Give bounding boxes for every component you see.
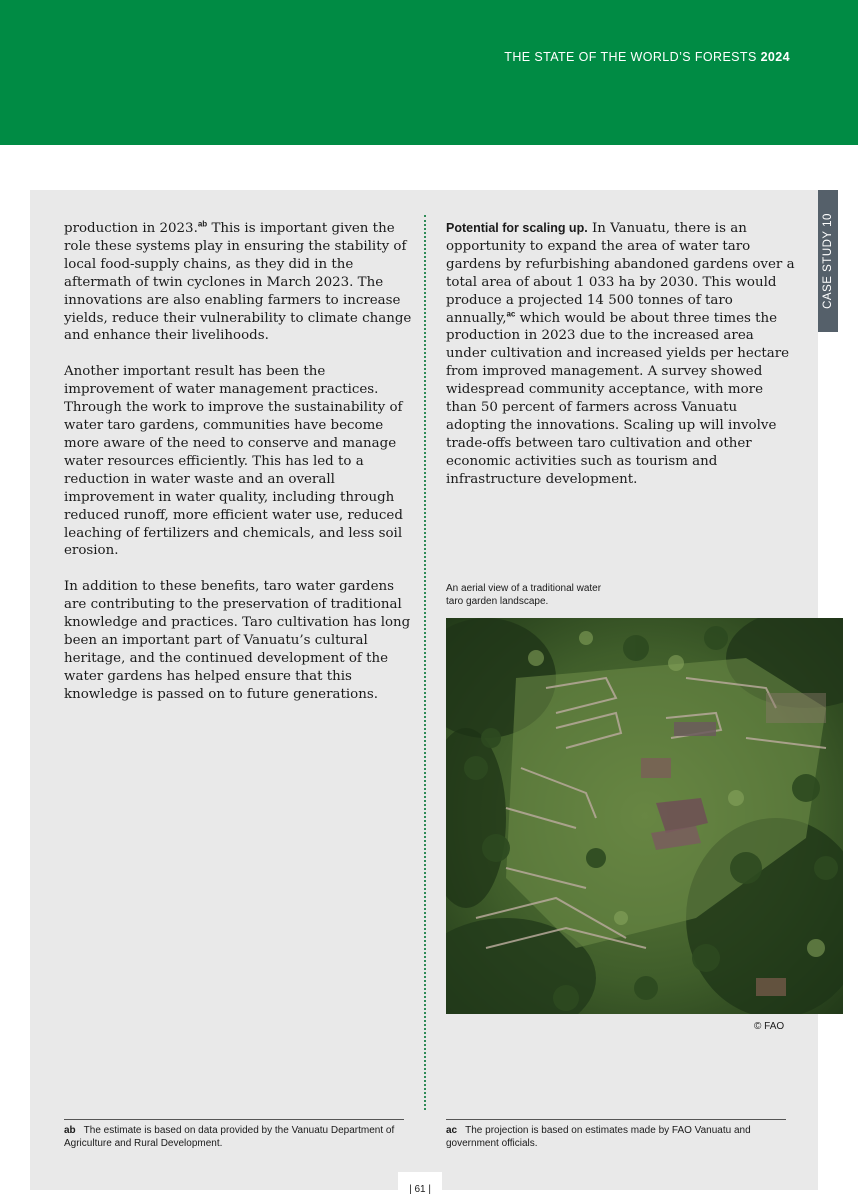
case-study-tab (818, 190, 838, 332)
aerial-photo (446, 618, 843, 1014)
aerial-taro-garden-image (446, 618, 843, 1014)
left-paragraph-2: Another important result has been the improvement of water management practices. Through the work to improve the sustainability of water taro gardens, communities have become more aware of the need to conserve and manage water resources efficiently. This has led to a reduction in water waste and an overall improvement in water quality, including through reduced runoff, more efficient water use, reduced leaching of fertilizers and chemicals, and less soil erosion. (64, 364, 403, 559)
figure-caption: An aerial view of a traditional water taro garden landscape. (446, 583, 602, 607)
left-column (64, 220, 414, 722)
photo-credit: © FAO (754, 1021, 785, 1032)
publication-year: 2024 (760, 50, 790, 64)
right-paragraph-1: Potential for scaling up. In Vanuatu, there is an opportunity to expand the area of water taro gardens by refurbishing abandoned gardens over a total area of about 1 033 ha by 2030. This would produce a projected 14 500 tonnes of taro annually,$^{ac}$ which would be about three times the production in 2023 due to the increased area under cultivation and increased yields per hectare from improved management. A survey showed widespread community acceptance, with more than 50 percent of farmers across Vanuatu adopting the innovations. Scaling up will involve trade-offs between taro cultivation and other economic activities such as tourism and infrastructure development. (446, 221, 795, 487)
page-number: | 61 | (409, 1184, 431, 1195)
footnote-ac: ac The projection is based on estimates made by FAO Vanuatu and government officials. (446, 1125, 751, 1149)
footnote-ref-ab: ab (197, 219, 208, 229)
footnote-rule-right (446, 1119, 786, 1120)
left-paragraph-3: In addition to these benefits, taro water gardens are contributing to the preservation of traditional knowledge and practices. Taro cultivation has long been an important part of Vanuatu’s cultural heritage, and the continued development of the water gardens has helped ensure that this knowledge is passed on to future generations. (64, 579, 411, 702)
footnote-ab: ab The estimate is based on data provided by the Vanuatu Department of Agriculture and Rural Development. (64, 1125, 395, 1149)
footnote-ref-ac: ac (506, 309, 516, 319)
right-column (446, 220, 796, 507)
footnote-rule-left (64, 1119, 404, 1120)
publication-title: THE STATE OF THE WORLD’S FORESTS 2024 (504, 50, 790, 64)
left-paragraph-1: production in 2023.$^{ab}$ This is important given the role these systems play in ensuring the stability of local food-supply chains, as they did in the aftermath of twin cyclones in March 2023. The innovations are also enabling farmers to increase yields, reduce their vulnerability to climate change and enhance their livelihoods. (64, 219, 412, 344)
header-banner (0, 0, 858, 145)
case-study-tab-label: CASE STUDY 10 (822, 213, 835, 309)
column-divider (424, 215, 426, 1110)
paragraph-lead: Potential for scaling up. (446, 221, 588, 235)
